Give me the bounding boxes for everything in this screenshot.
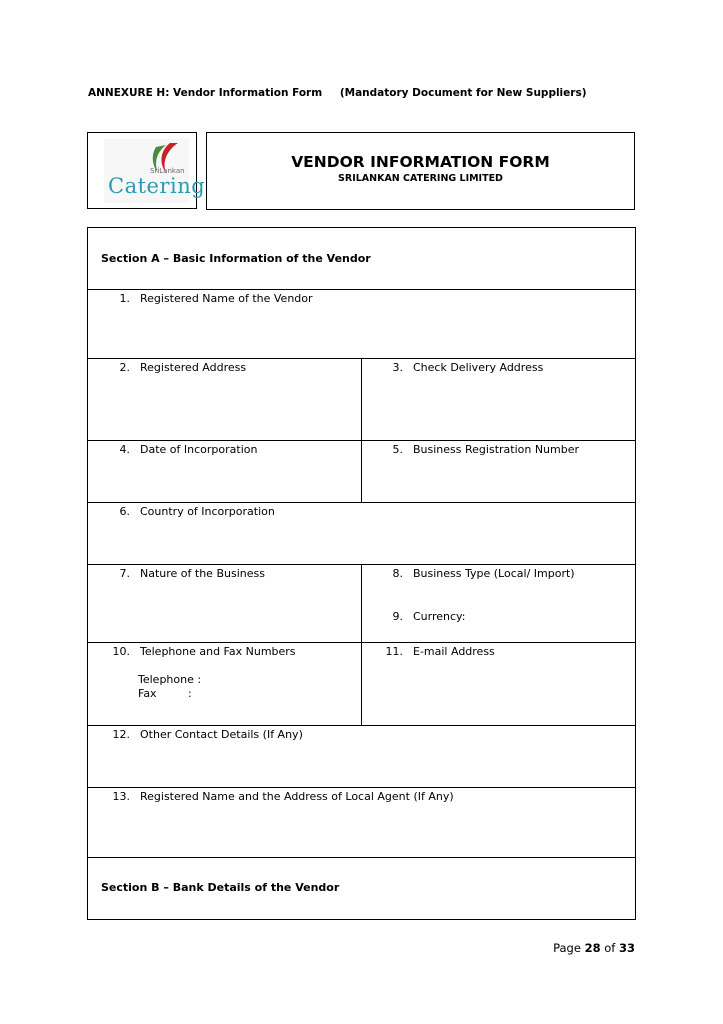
field-cell-8-9[interactable] [361, 565, 635, 642]
field-3: 3. Check Delivery Address [392, 361, 544, 374]
field-row-1 [87, 289, 636, 359]
fax-label: Fax : [138, 687, 192, 700]
field-cell-5[interactable] [361, 441, 635, 502]
field-11: 11. E-mail Address [385, 645, 495, 658]
field-cell-10[interactable] [88, 643, 362, 725]
field-9: 9. Currency: [392, 610, 466, 623]
logo-box [87, 132, 206, 209]
section-a-heading: Section A – Basic Information of the Vendor [101, 252, 371, 265]
form-subtitle: SRILANKAN CATERING LIMITED [338, 173, 503, 184]
field-8: 8. Business Type (Local/ Import) [392, 567, 575, 580]
annex-heading [88, 87, 587, 99]
field-cell-11[interactable] [361, 643, 635, 725]
field-cell-2[interactable] [88, 359, 362, 440]
section-b-heading: Section B – Bank Details of the Vendor [101, 881, 340, 894]
field-cell-3[interactable] [361, 359, 635, 440]
field-2: 2. Registered Address [119, 361, 247, 374]
field-13[interactable]: 13. Registered Name and the Address of Local Agent (If Any) [112, 790, 454, 803]
field-6[interactable]: 6. Country of Incorporation [119, 505, 275, 518]
field-row-4-5 [87, 440, 636, 503]
telephone-label: Telephone : [138, 673, 202, 686]
field-5: 5. Business Registration Number [392, 443, 580, 456]
logo-small-text: SriLankan [150, 167, 185, 175]
field-row-13 [87, 787, 636, 858]
field-row-12 [87, 725, 636, 788]
section-b-row [87, 857, 636, 920]
catering-logo [104, 139, 206, 203]
section-a-row [87, 227, 636, 290]
field-row-6 [87, 502, 636, 565]
title-box [206, 132, 635, 210]
field-row-10-11 [87, 642, 636, 726]
field-12[interactable]: 12. Other Contact Details (If Any) [112, 728, 303, 741]
form-title: VENDOR INFORMATION FORM [291, 153, 550, 171]
annex-note: (Mandatory Document for New Suppliers) [339, 87, 587, 99]
page-number: Page 28 of 33 [553, 941, 635, 955]
field-10: 10. Telephone and Fax Numbers [112, 645, 296, 658]
field-7: 7. Nature of the Business [119, 567, 265, 580]
field-cell-7[interactable] [88, 565, 362, 642]
field-row-2-3 [87, 358, 636, 441]
logo-brand-text: Catering [108, 174, 206, 198]
annex-title: ANNEXURE H: Vendor Information Form [88, 87, 323, 99]
field-1[interactable]: 1. Registered Name of the Vendor [119, 292, 313, 305]
field-row-7-9 [87, 564, 636, 643]
field-4: 4. Date of Incorporation [119, 443, 258, 456]
field-cell-4[interactable] [88, 441, 362, 502]
